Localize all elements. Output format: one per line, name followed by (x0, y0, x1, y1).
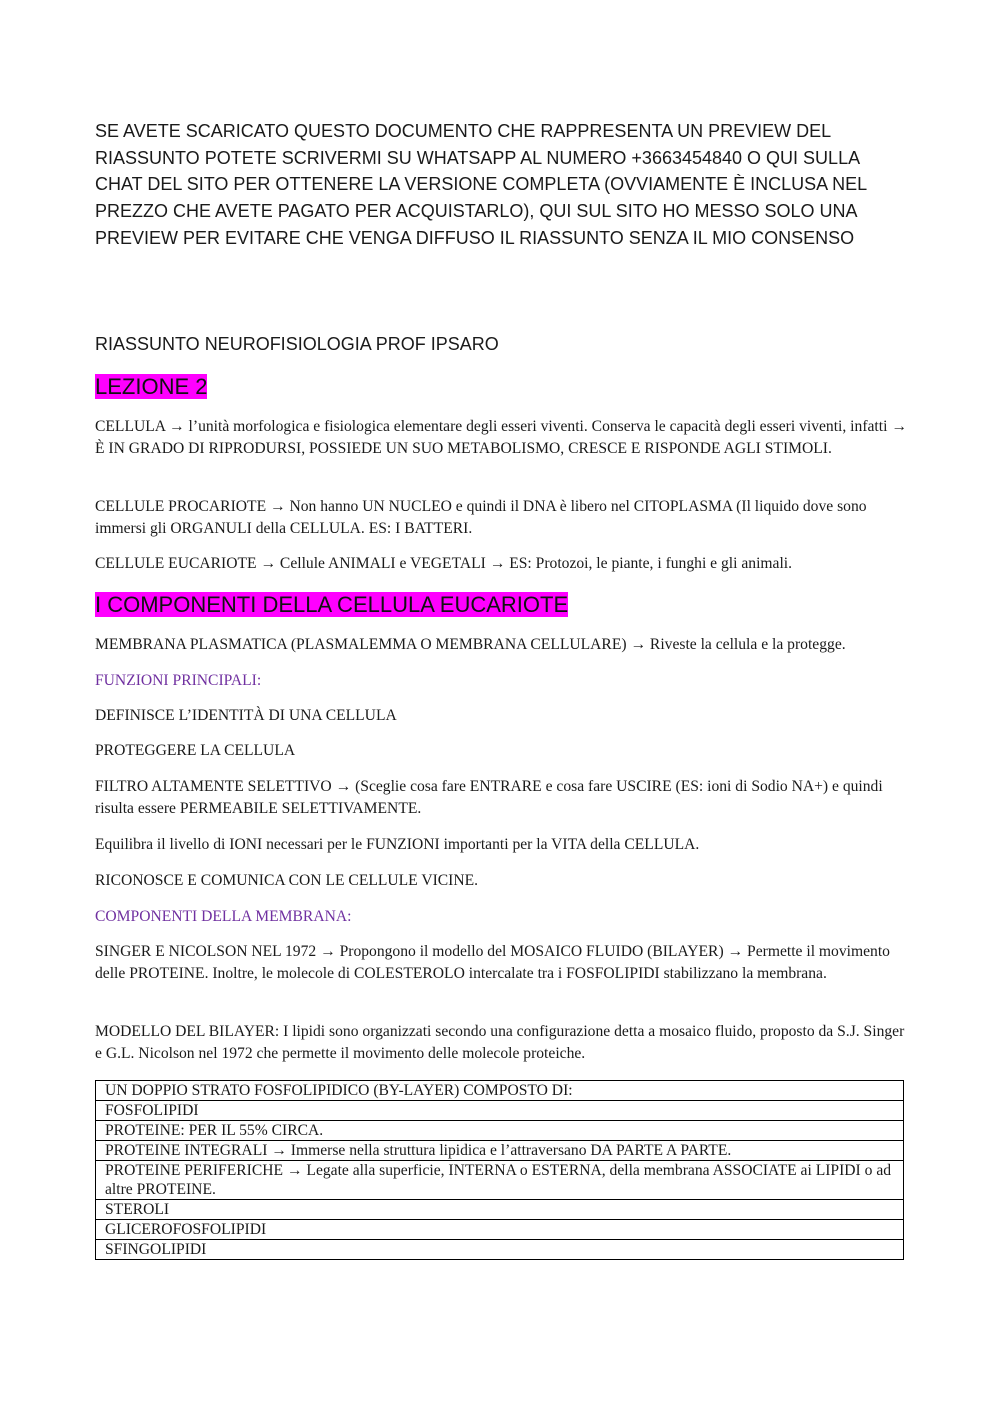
paragraph-riconosce: RICONOSCE E COMUNICA CON LE CELLULE VICINE. (95, 872, 479, 889)
paragraph-membrana: MEMBRANA PLASMATICA (PLASMALEMMA O MEMBRANA CELLULARE) → Riveste la cellula e la protegge. (95, 636, 846, 653)
subheading-componenti-membrana: COMPONENTI DELLA MEMBRANA: (95, 908, 352, 925)
table-cell: FOSFOLIPIDI (96, 1101, 904, 1121)
paragraph-modello: MODELLO DEL BILAYER: I lipidi sono organizzati secondo una configurazione detta a mosaico fluido, proposto da S.J. Singer e G.L. Nicolson nel 1972 che permette il movimento delle molecole proteiche. (95, 1023, 905, 1063)
preview-notice: SE AVETE SCARICATO QUESTO DOCUMENTO CHE RAPPRESENTA UN PREVIEW DEL RIASSUNTO POTETE SCRIVERMI SU WHATSAPP AL NUMERO +3663454840 O QUI SULLA CHAT DEL SITO PER OTTENERE LA VERSIONE COMPLETA (OVVIAMENTE È INCLUSA NEL PREZZO CHE AVETE PAGATO PER ACQUISTARLO), QUI SUL SITO HO MESSO SOLO UNA PREVIEW PER EVITARE CHE VENGA DIFFUSO IL RIASSUNTO SENZA IL MIO CONSENSO (95, 121, 867, 248)
table-cell: GLICEROFOSFOLIPIDI (96, 1220, 904, 1240)
paragraph-cellula: CELLULA → l’unità morfologica e fisiologica elementare degli esseri viventi. Conserva le capacità degli esseri viventi, infatti → È IN GRADO DI RIPRODURSI, POSSIEDE UN SUO METABOLISMO, CRESCE E RISPONDE AGLI STIMOLI. (95, 418, 907, 458)
table-row (96, 1161, 904, 1200)
table-cell: PROTEINE PERIFERICHE → Legate alla superficie, INTERNA o ESTERNA, della membrana ASSOCIATE ai LIPIDI o ad altre PROTEINE. (96, 1161, 904, 1200)
document-title: RIASSUNTO NEUROFISIOLOGIA PROF IPSARO (95, 334, 499, 354)
paragraph-procariote: CELLULE PROCARIOTE → Non hanno UN NUCLEO e quindi il DNA è libero nel CITOPLASMA (Il liquido dove sono immersi gli ORGANULI della CELLULA. ES: I BATTERI. (95, 498, 867, 538)
membrane-components-table (95, 1080, 904, 1260)
table-row (96, 1121, 904, 1141)
paragraph-eucariote: CELLULE EUCARIOTE → Cellule ANIMALI e VEGETALI → ES: Protozoi, le piante, i funghi e gli animali. (95, 555, 793, 572)
table-row (96, 1101, 904, 1121)
paragraph-proteggere: PROTEGGERE LA CELLULA (95, 742, 296, 759)
table-row (96, 1220, 904, 1240)
table-cell: PROTEINE: PER IL 55% CIRCA. (96, 1121, 904, 1141)
table-row (96, 1141, 904, 1161)
paragraph-singer: SINGER E NICOLSON NEL 1972 → Propongono il modello del MOSAICO FLUIDO (BILAYER) → Permette il movimento delle PROTEINE. Inoltre, le molecole di COLESTEROLO intercalate tra i FOSFOLIPIDI stabilizzano la membrana. (95, 943, 890, 983)
heading-lezione-text: LEZIONE 2 (95, 374, 208, 399)
table-row (96, 1081, 904, 1101)
table-row (96, 1240, 904, 1260)
heading-componenti (95, 591, 568, 619)
heading-componenti-text: I COMPONENTI DELLA CELLULA EUCARIOTE (95, 592, 569, 617)
paragraph-filtro: FILTRO ALTAMENTE SELETTIVO → (Sceglie cosa fare ENTRARE e cosa fare USCIRE (ES: ioni di Sodio NA+) e quindi risulta essere PERMEABILE SELETTIVAMENTE. (95, 778, 883, 818)
table-cell: PROTEINE INTEGRALI → Immerse nella struttura lipidica e l’attraversano DA PARTE A PARTE. (96, 1141, 904, 1161)
table-row (96, 1200, 904, 1220)
heading-lezione (95, 373, 207, 401)
paragraph-definisce: DEFINISCE L’IDENTITÀ DI UNA CELLULA (95, 707, 397, 724)
table-cell: STEROLI (96, 1200, 904, 1220)
paragraph-equilibra: Equilibra il livello di IONI necessari per le FUNZIONI importanti per la VITA della CELLULA. (95, 836, 700, 853)
subheading-funzioni: FUNZIONI PRINCIPALI: (95, 672, 262, 689)
table-cell: UN DOPPIO STRATO FOSFOLIPIDICO (BY-LAYER) COMPOSTO DI: (96, 1081, 904, 1101)
table-cell: SFINGOLIPIDI (96, 1240, 904, 1260)
